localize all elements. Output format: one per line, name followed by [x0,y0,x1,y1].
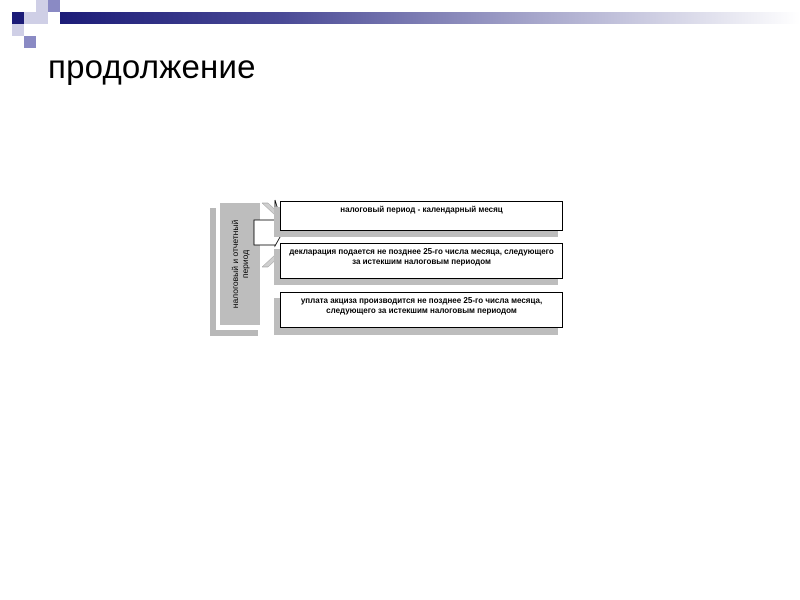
box-1: налоговый период - календарный месяц [280,201,563,231]
box-2: декларация подается не позднее 25-го числа месяца, следующего за истекшим налоговым периодом [280,243,563,279]
page-title: продолжение [48,48,256,85]
box-3: уплата акциза производится не позднее 25-го числа месяца, следующего за истекшим налоговым периодом [280,292,563,328]
left-box-label: налоговый и отчетный период [230,219,250,309]
